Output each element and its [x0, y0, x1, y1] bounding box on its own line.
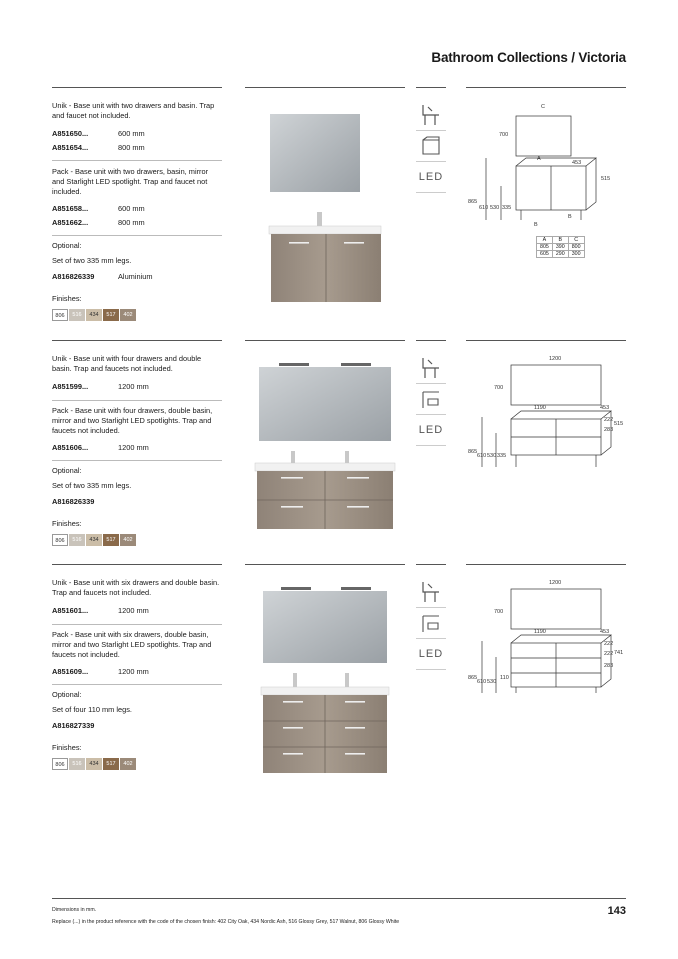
dim-label: 283 [604, 663, 614, 669]
finish-swatch-806: 806 [52, 309, 68, 321]
dim-label: 222 [604, 651, 614, 657]
product-photo [245, 577, 405, 782]
dim-label: 283 [604, 427, 614, 433]
divider [52, 624, 222, 625]
mirror [270, 114, 360, 192]
product-size: 1200 mm [118, 667, 149, 676]
finish-swatches [52, 758, 137, 770]
dim-label: C [541, 104, 545, 110]
drawer-handle [289, 242, 309, 244]
section-rule [466, 340, 626, 341]
section-rule [245, 87, 405, 88]
product-code: A851654... [52, 143, 89, 152]
led-spotlight [341, 363, 371, 366]
section-rule [466, 87, 626, 88]
dim-label: 453 [572, 160, 582, 166]
led-spotlight [279, 363, 309, 366]
footer-note: Replace (...) in the product reference with the code of the chosen finish: 402 City Oak, 434 Nordic Ash, 516 Glossy Grey, 517 Walnut, 806 Glossy White [52, 919, 400, 925]
optional-text: Set of two 335 mm legs. [52, 256, 132, 265]
optional-label: Optional: [52, 690, 82, 699]
dim-label: 865 [468, 449, 478, 455]
section-rule [52, 564, 222, 565]
table-header: B [552, 237, 568, 244]
optional-text: Set of two 335 mm legs. [52, 481, 132, 490]
optional-code: A816826339 [52, 497, 95, 506]
finish-swatch-402: 402 [120, 758, 136, 770]
optional-row [52, 721, 118, 730]
footer-note: Dimensions in mm. [52, 907, 97, 913]
unik-description: Unik - Base unit with two drawers and basin. Trap and faucet not included. [52, 101, 215, 120]
dim-label: 110 [500, 675, 509, 681]
divider [52, 235, 222, 236]
section-rule [245, 564, 405, 565]
footer-rule [52, 898, 626, 899]
product-size: 800 mm [118, 143, 145, 152]
section-rule [416, 87, 446, 88]
finish-swatch-517: 517 [103, 309, 119, 321]
led-icon: LED [416, 415, 446, 446]
dim-label: 222 [604, 641, 614, 647]
dim-label: 700 [499, 132, 509, 138]
dim-label: 335 [497, 453, 507, 459]
dim-label: 865 [468, 675, 478, 681]
faucet [345, 451, 349, 463]
led-icon: LED [416, 639, 446, 670]
dim-label: 700 [494, 609, 504, 615]
product-code: A851601... [52, 606, 89, 615]
product-row [52, 606, 149, 615]
product-code: A851650... [52, 129, 89, 138]
optional-text: Set of four 110 mm legs. [52, 705, 132, 714]
dim-label: 1200 [549, 580, 562, 586]
product-size: 1200 mm [118, 443, 149, 452]
finishes-label: Finishes: [52, 743, 82, 752]
drawer-handle [344, 242, 364, 244]
pack-description: Pack - Base unit with two drawers, basin, mirror and Starlight LED spotlight. Trap and faucet not included. [52, 167, 209, 196]
dim-label: 453 [600, 629, 610, 635]
divider [52, 460, 222, 461]
product-row [52, 443, 149, 452]
legs-icon [416, 100, 446, 131]
page-number: 143 [607, 905, 626, 917]
product-section-3 [0, 477, 678, 768]
product-section-2 [0, 253, 678, 544]
led-spotlight [341, 587, 371, 590]
product-row [52, 129, 145, 138]
finish-swatch-434: 434 [86, 534, 102, 546]
dim-label: B [534, 222, 538, 228]
dim-label: 515 [601, 176, 611, 182]
mirror-outline [511, 365, 601, 405]
finishes-label: Finishes: [52, 519, 82, 528]
optional-code: A816826339 [52, 272, 95, 281]
table-header: A [537, 237, 553, 244]
legs-icon [416, 577, 446, 608]
faucet [317, 212, 322, 226]
drawer-icon [416, 384, 446, 415]
dim-label: 453 [600, 405, 610, 411]
finish-swatch-516: 516 [69, 309, 85, 321]
dim-label: B [568, 214, 572, 220]
finish-swatch-402: 402 [120, 534, 136, 546]
dim-label: 515 [614, 421, 624, 427]
optional-label: Optional: [52, 241, 82, 250]
finish-swatch-806: 806 [52, 534, 68, 546]
section-rule [52, 87, 222, 88]
faucet [345, 673, 349, 687]
dim-label: 1200 [549, 356, 562, 362]
cabinet-corner-icon [416, 131, 446, 162]
dim-label: 1190 [534, 629, 546, 635]
pack-description: Pack - Base unit with four drawers, double basin, mirror and two Starlight LED spotlights. Trap and faucets not included. [52, 406, 213, 435]
basin [269, 226, 381, 234]
dim-label: 700 [494, 385, 504, 391]
product-code: A851662... [52, 218, 89, 227]
divider [52, 684, 222, 685]
product-size: 800 mm [118, 218, 145, 227]
faucet [293, 673, 297, 687]
table-row: 805 390 800 [537, 244, 585, 251]
mirror-outline [516, 116, 571, 156]
led-icon: LED [416, 162, 446, 193]
unik-description: Unik - Base unit with six drawers and double basin. Trap and faucets not included. [52, 578, 220, 597]
divider [52, 400, 222, 401]
optional-code: A816827339 [52, 721, 95, 730]
finishes-label: Finishes: [52, 294, 82, 303]
finish-swatch-806: 806 [52, 758, 68, 770]
mirror [259, 367, 391, 441]
product-size: 600 mm [118, 129, 145, 138]
dim-label: 530 [490, 205, 500, 211]
product-size: 1200 mm [118, 382, 149, 391]
dim-label: 741 [614, 650, 624, 656]
product-row [52, 218, 145, 227]
product-code: A851599... [52, 382, 89, 391]
product-size: 1200 mm [118, 606, 149, 615]
dim-label: 610 [479, 205, 489, 211]
product-code: A851609... [52, 667, 89, 676]
dim-label: 530 [487, 453, 497, 459]
dim-label: 222 [604, 417, 614, 423]
basin [261, 687, 389, 695]
mirror-outline [511, 589, 601, 629]
product-row [52, 204, 145, 213]
optional-label: Optional: [52, 466, 82, 475]
technical-drawing [466, 575, 626, 715]
product-row [52, 382, 149, 391]
finish-swatch-434: 434 [86, 309, 102, 321]
section-rule [416, 564, 446, 565]
faucet [291, 451, 295, 463]
product-row [52, 667, 149, 676]
led-spotlight [281, 587, 311, 590]
dim-label: 530 [487, 679, 497, 685]
finish-swatch-516: 516 [69, 758, 85, 770]
dim-label: 610 [477, 453, 487, 459]
product-section-1 [0, 0, 678, 319]
page-title: Bathroom Collections / Victoria [431, 50, 626, 65]
dim-label: 610 [477, 679, 487, 685]
finish-swatch-517: 517 [103, 758, 119, 770]
dim-label: 1190 [534, 405, 546, 411]
section-rule [245, 340, 405, 341]
legs-icon [416, 353, 446, 384]
basin [255, 463, 395, 471]
divider [52, 160, 222, 161]
dim-label: 335 [502, 205, 512, 211]
section-rule [466, 564, 626, 565]
section-rule [416, 340, 446, 341]
feature-icons [416, 353, 446, 446]
product-row [52, 143, 145, 152]
table-header: C [568, 237, 584, 244]
product-code: A851658... [52, 204, 89, 213]
pack-description: Pack - Base unit with six drawers, double basin, mirror and two Starlight LED spotlights. Trap and faucets not included. [52, 630, 212, 659]
optional-material: Aluminium [118, 272, 153, 281]
section-rule [52, 340, 222, 341]
feature-icons [416, 100, 446, 193]
mirror [263, 591, 387, 663]
dim-label: 865 [468, 199, 478, 205]
finish-swatch-517: 517 [103, 534, 119, 546]
finish-swatch-402: 402 [120, 309, 136, 321]
finish-swatch-434: 434 [86, 758, 102, 770]
product-code: A851606... [52, 443, 89, 452]
unik-description: Unik - Base unit with four drawers and double basin. Trap and faucets not included. [52, 354, 202, 373]
drawer-icon [416, 608, 446, 639]
technical-drawing [466, 351, 626, 481]
finish-swatch-516: 516 [69, 534, 85, 546]
dim-label: A [537, 156, 541, 162]
feature-icons [416, 577, 446, 670]
table-row: 605 290 300 [537, 251, 585, 258]
product-size: 600 mm [118, 204, 145, 213]
